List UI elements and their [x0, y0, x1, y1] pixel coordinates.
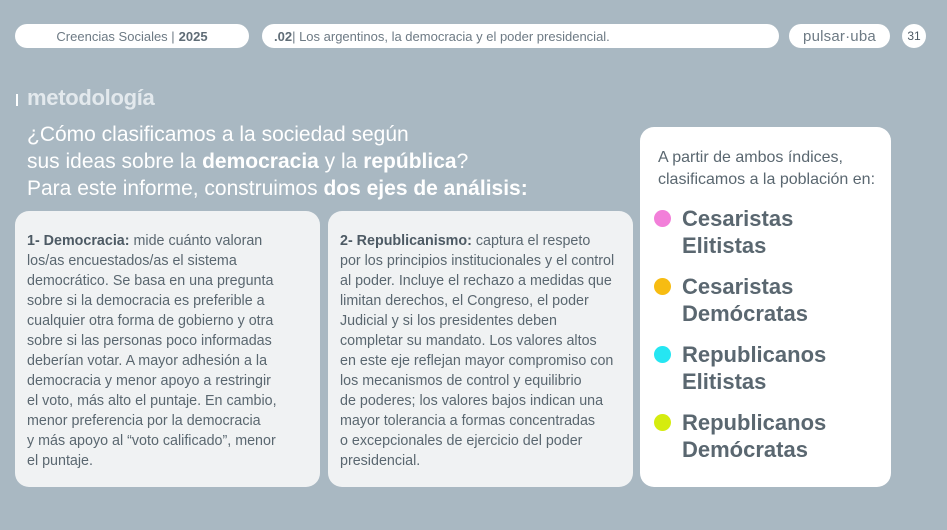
intro-line: clasificamos a la población en: [658, 171, 876, 188]
card-line: en este eje reflejan mayor compromiso con [340, 353, 614, 369]
category-label: Republicanos [682, 410, 827, 435]
card-line: los/as encuestados/as el sistema [27, 253, 237, 269]
headline-text: Para este informe, construimos [27, 177, 324, 200]
headline-line-1: ¿Cómo clasificamos a la sociedad según [27, 123, 409, 146]
intro-line: A partir de ambos índices, [658, 149, 843, 166]
report-year: 2025 [178, 28, 208, 44]
section-title: metodología [27, 85, 155, 110]
chapter-title: | Los argentinos, la democracia y el poder presidencial. [292, 28, 610, 44]
card-line: presidencial. [340, 453, 421, 469]
section-marker [16, 94, 18, 106]
header-report-pill [15, 24, 249, 48]
headline-emphasis: dos ejes de análisis: [323, 177, 528, 200]
category-label: Cesaristas [682, 274, 794, 299]
category-cesaristas-democratas [658, 273, 877, 327]
headline-text: sus ideas sobre la [27, 150, 203, 173]
header-chapter-pill [262, 24, 779, 48]
category-label: Demócratas [682, 437, 808, 462]
card-line: al poder. Incluye el rechazo a medidas que [340, 273, 612, 289]
category-dot [654, 210, 671, 227]
republicanism-axis-card [328, 211, 633, 487]
category-republicanos-democratas [658, 409, 877, 463]
headline-emphasis: democracia [202, 150, 319, 173]
card-line: por los principios institucionales y el control [340, 253, 615, 269]
category-dot [654, 278, 671, 295]
card-line: el puntaje. [27, 453, 93, 469]
category-label: Elitistas [682, 233, 767, 258]
classification-card [640, 127, 891, 487]
democracy-axis-title: 1- Democracia: [27, 233, 130, 249]
card-line: democracia y menor apoyo a restringir [27, 373, 271, 389]
pulsar-logo: pulsar·uba [789, 24, 890, 48]
category-label: Demócratas [682, 301, 808, 326]
card-text: captura el respeto [471, 233, 591, 249]
card-line: cualquier otra forma de gobierno y otra [27, 313, 274, 329]
headline [27, 121, 627, 202]
category-cesaristas-elitistas [658, 205, 877, 259]
card-line [340, 231, 621, 251]
chapter-number: .02 [274, 28, 293, 44]
democracy-axis-card [15, 211, 320, 487]
headline-emphasis: república [363, 150, 457, 173]
card-line: Judicial y si los presidentes deben [340, 313, 557, 329]
card-line: o excepcionales de ejercicio del poder [340, 433, 583, 449]
page-number: 31 [902, 24, 926, 48]
headline-line-2 [27, 148, 627, 175]
category-dot [654, 346, 671, 363]
card-line: mayor tolerancia a formas concentradas [340, 413, 596, 429]
category-republicanos-elitistas [658, 341, 877, 395]
card-line [27, 231, 308, 251]
category-label: Cesaristas [682, 206, 794, 231]
category-label: Republicanos [682, 342, 827, 367]
headline-line-3 [27, 175, 627, 202]
report-name: Creencias Sociales | [56, 28, 175, 44]
card-line: de poderes; los valores bajos indican una [340, 393, 604, 409]
republicanism-axis-title: 2- Republicanismo: [340, 233, 472, 249]
headline-text: ? [456, 150, 469, 173]
classification-intro [658, 147, 877, 191]
card-line: sobre si las personas poco informadas [27, 333, 272, 349]
card-line: el voto, más alto el puntaje. En cambio, [27, 393, 277, 409]
card-line: menor preferencia por la democracia [27, 413, 261, 429]
card-line: y más apoyo al “voto calificado”, menor [27, 433, 276, 449]
card-text: mide cuánto valoran [129, 233, 263, 249]
category-dot [654, 414, 671, 431]
category-label: Elitistas [682, 369, 767, 394]
card-line: los mecanismos de control y equilibrio [340, 373, 582, 389]
card-line: democrático. Se basa en una pregunta [27, 273, 274, 289]
headline-text: y la [318, 150, 364, 173]
card-line: sobre si la democracia es preferible a [27, 293, 265, 309]
card-line: deberían votar. A mayor adhesión a la [27, 353, 268, 369]
card-line: limitan derechos, el Congreso, el poder [340, 293, 589, 309]
card-line: completar su mandato. Los valores altos [340, 333, 597, 349]
